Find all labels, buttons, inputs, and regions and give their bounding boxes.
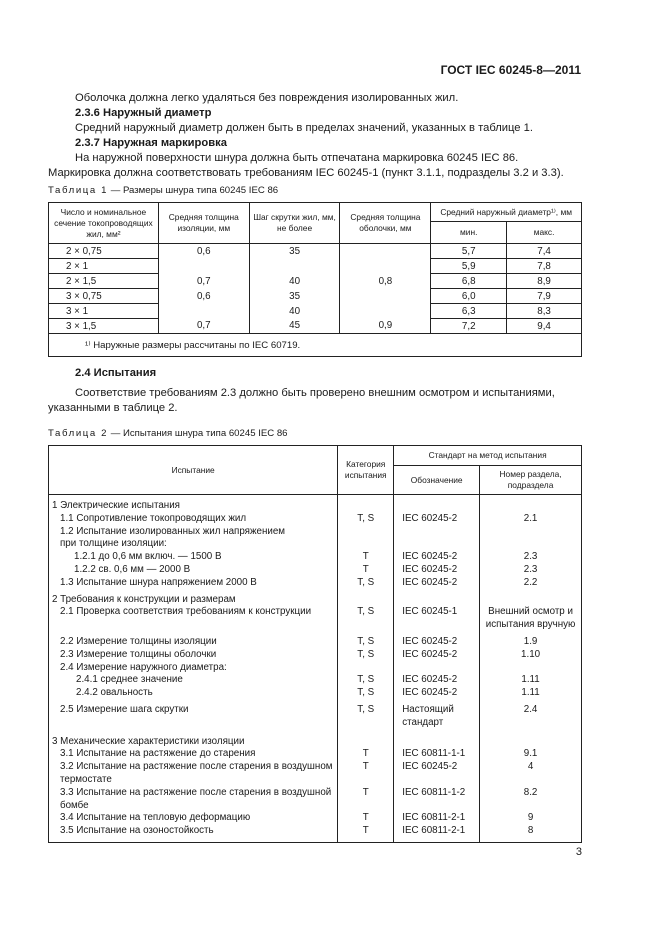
t1-row — [49, 289, 582, 304]
test-cell: 3.5 Испытание на озоностойкость — [49, 825, 338, 842]
table-row — [49, 700, 582, 730]
t1-insulation: 0,7 — [158, 274, 249, 289]
table-row — [49, 787, 582, 813]
designation-cell: IEC 60245-1 — [394, 606, 480, 632]
table2-caption — [48, 428, 288, 439]
table-row — [49, 662, 582, 675]
test-cell: 2.4 Измерение наружного диаметра: — [49, 662, 338, 675]
t1-header-size: Число и номинальное сечение токопроводящих жил, мм² — [49, 203, 159, 244]
designation-cell: IEC 60811-2-1 — [394, 825, 480, 842]
section-cell: 9 — [480, 812, 582, 825]
t1-row — [49, 319, 582, 334]
section-cell — [480, 590, 582, 607]
category-cell: T, S — [338, 687, 394, 700]
t1-lay: 35 — [249, 289, 340, 304]
designation-cell: IEC 60245-2 — [394, 649, 480, 662]
t1-lay: 40 — [249, 274, 340, 289]
designation-cell: IEC 60245-2 — [394, 551, 480, 564]
t1-min: 6,8 — [431, 274, 507, 289]
paragraph-sheath: Оболочка должна легко удаляться без повреждения изолированных жил. — [75, 92, 459, 104]
test-cell: 1 Электрические испытания — [49, 495, 338, 513]
category-cell: T, S — [338, 513, 394, 526]
t1-insulation — [158, 259, 249, 274]
table-row — [49, 577, 582, 590]
table-row — [49, 513, 582, 526]
category-cell — [338, 590, 394, 607]
section-cell: 2.4 — [480, 700, 582, 730]
test-cell: 3.3 Испытание на растяжение после старения в воздушной бомбе — [49, 787, 338, 813]
designation-cell — [394, 495, 480, 513]
test-cell: 2.3 Измерение толщины оболочки — [49, 649, 338, 662]
section-cell — [480, 526, 582, 539]
table-row — [49, 761, 582, 787]
test-cell: 1.3 Испытание шнура напряжением 2000 В — [49, 577, 338, 590]
section-cell — [480, 538, 582, 551]
category-cell: T, S — [338, 649, 394, 662]
section-cell — [480, 495, 582, 513]
category-cell: T — [338, 825, 394, 842]
heading-2-3-7: 2.3.7 Наружная маркировка — [75, 137, 227, 149]
table-tests — [48, 445, 582, 843]
t2-header-category: Категория испытания — [338, 446, 394, 495]
category-cell — [338, 538, 394, 551]
t1-min: 7,2 — [431, 319, 507, 334]
table-row — [49, 825, 582, 842]
t1-min: 6,3 — [431, 304, 507, 319]
t1-header-diameter: Средний наружный диаметр¹⁾, мм — [431, 203, 582, 222]
t1-lay: 45 — [249, 319, 340, 334]
section-cell — [480, 662, 582, 675]
category-cell — [338, 662, 394, 675]
table1-caption — [48, 185, 278, 196]
test-cell: 3 Механические характеристики изоляции — [49, 730, 338, 749]
category-cell: T — [338, 551, 394, 564]
test-cell: 2.5 Измерение шага скрутки — [49, 700, 338, 730]
t1-max: 7,9 — [507, 289, 582, 304]
category-cell: T, S — [338, 577, 394, 590]
t1-insulation: 0,7 — [158, 319, 249, 334]
t1-footnote: ¹⁾ Наружные размеры рассчитаны по IEC 60719. — [49, 334, 582, 357]
t1-max: 7,8 — [507, 259, 582, 274]
document-header: ГОСТ IEC 60245-8—2011 — [440, 63, 581, 77]
t1-lay: 35 — [249, 244, 340, 259]
designation-cell — [394, 538, 480, 551]
test-cell: 2.4.1 среднее значение — [49, 674, 338, 687]
table-row — [49, 812, 582, 825]
page-number: 3 — [575, 846, 582, 858]
designation-cell: IEC 60245-2 — [394, 687, 480, 700]
section-cell: 1.11 — [480, 674, 582, 687]
table-row — [49, 551, 582, 564]
test-cell: 3.4 Испытание на тепловую деформацию — [49, 812, 338, 825]
designation-cell: IEC 60811-1-1 — [394, 748, 480, 761]
table-row — [49, 495, 582, 513]
table2-caption-title: — Испытания шнура типа 60245 IEC 86 — [108, 428, 288, 439]
section-cell: 8.2 — [480, 787, 582, 813]
test-cell: 1.2 Испытание изолированных жил напряжением — [49, 526, 338, 539]
table-row — [49, 564, 582, 577]
section-cell: Внешний осмотр и испытания вручную — [480, 606, 582, 632]
designation-cell: IEC 60245-2 — [394, 632, 480, 649]
designation-cell — [394, 526, 480, 539]
t1-min: 6,0 — [431, 289, 507, 304]
table-row — [49, 606, 582, 632]
t1-header-insulation: Средняя толщина изоляции, мм — [158, 203, 249, 244]
t1-row — [49, 244, 582, 259]
t1-size: 3 × 1,5 — [49, 319, 159, 334]
t1-row — [49, 304, 582, 319]
category-cell: T — [338, 748, 394, 761]
designation-cell — [394, 590, 480, 607]
test-cell: при толщине изоляции: — [49, 538, 338, 551]
section-cell: 1.9 — [480, 632, 582, 649]
test-cell: 2.4.2 овальность — [49, 687, 338, 700]
table1-caption-prefix: Таблица 1 — [48, 185, 109, 196]
paragraph-tests: Соответствие требованиям 2.3 должно быть проверено внешним осмотром и испытаниями, указанными в таблице 2. — [48, 387, 555, 414]
section-cell: 2.3 — [480, 551, 582, 564]
t1-row — [49, 274, 582, 289]
section-cell: 8 — [480, 825, 582, 842]
category-cell: T, S — [338, 674, 394, 687]
table-row — [49, 632, 582, 649]
designation-cell — [394, 662, 480, 675]
test-cell: 3.2 Испытание на растяжение после старения в воздушном термостате — [49, 761, 338, 787]
t2-header-section: Номер раздела, подраздела — [480, 466, 582, 495]
t1-insulation: 0,6 — [158, 289, 249, 304]
t1-min: 5,9 — [431, 259, 507, 274]
t1-max: 7,4 — [507, 244, 582, 259]
designation-cell: IEC 60811-2-1 — [394, 812, 480, 825]
test-cell: 2.1 Проверка соответствия требованиям к конструкции — [49, 606, 338, 632]
t1-size: 2 × 1,5 — [49, 274, 159, 289]
table-row — [49, 730, 582, 749]
heading-2-4: 2.4 Испытания — [75, 367, 157, 379]
category-cell: T — [338, 564, 394, 577]
t1-size: 3 × 0,75 — [49, 289, 159, 304]
table-row — [49, 748, 582, 761]
section-cell: 2.2 — [480, 577, 582, 590]
section-cell: 2.1 — [480, 513, 582, 526]
heading-2-3-6: 2.3.6 Наружный диаметр — [75, 107, 212, 119]
table-row — [49, 526, 582, 539]
paragraph-marking-text: На наружной поверхности шнура должна быть отпечатана маркировка 60245 IEC 86. Маркировка должна соответствовать требованиям IEC 60245-1 (пункт 3.1.1, подразделы 3.2 и 3.3). — [48, 152, 564, 179]
t1-size: 3 × 1 — [49, 304, 159, 319]
t1-header-max: макс. — [507, 222, 582, 244]
test-cell: 2 Требования к конструкции и размерам — [49, 590, 338, 607]
t1-lay: 40 — [249, 304, 340, 319]
category-cell: T — [338, 812, 394, 825]
test-cell: 1.2.2 св. 0,6 мм — 2000 В — [49, 564, 338, 577]
test-cell: 3.1 Испытание на растяжение до старения — [49, 748, 338, 761]
designation-cell: IEC 60811-1-2 — [394, 787, 480, 813]
t1-max: 8,3 — [507, 304, 582, 319]
table-row — [49, 674, 582, 687]
t2-header-designation: Обозначение — [394, 466, 480, 495]
test-cell: 1.2.1 до 0,6 мм включ. — 1500 В — [49, 551, 338, 564]
category-cell: T, S — [338, 700, 394, 730]
t1-size: 2 × 0,75 — [49, 244, 159, 259]
t1-size: 2 × 1 — [49, 259, 159, 274]
category-cell — [338, 495, 394, 513]
test-cell: 2.2 Измерение толщины изоляции — [49, 632, 338, 649]
t1-sheath-main: 0,8 — [340, 244, 431, 319]
section-cell: 1.10 — [480, 649, 582, 662]
category-cell — [338, 526, 394, 539]
t1-max: 9,4 — [507, 319, 582, 334]
table-row — [49, 649, 582, 662]
paragraph-diameter: Средний наружный диаметр должен быть в пределах значений, указанных в таблице 1. — [75, 122, 533, 134]
t1-insulation — [158, 304, 249, 319]
t1-min: 5,7 — [431, 244, 507, 259]
category-cell: T — [338, 787, 394, 813]
t1-header-sheath: Средняя толщина оболочки, мм — [340, 203, 431, 244]
category-cell: T — [338, 761, 394, 787]
designation-cell — [394, 730, 480, 749]
t1-sheath-last: 0,9 — [340, 319, 431, 334]
t1-header-min: мин. — [431, 222, 507, 244]
designation-cell: Настоящий стандарт — [394, 700, 480, 730]
designation-cell: IEC 60245-2 — [394, 577, 480, 590]
test-cell: 1.1 Сопротивление токопроводящих жил — [49, 513, 338, 526]
category-cell: T, S — [338, 606, 394, 632]
section-cell — [480, 730, 582, 749]
section-cell: 4 — [480, 761, 582, 787]
table1-caption-title: — Размеры шнура типа 60245 IEC 86 — [108, 185, 279, 196]
designation-cell: IEC 60245-2 — [394, 564, 480, 577]
t2-header-standard: Стандарт на метод испытания — [394, 446, 582, 466]
section-cell: 2.3 — [480, 564, 582, 577]
t1-insulation: 0,6 — [158, 244, 249, 259]
section-cell: 9.1 — [480, 748, 582, 761]
category-cell — [338, 730, 394, 749]
table-row — [49, 538, 582, 551]
t1-header-lay: Шаг скрутки жил, мм, не более — [249, 203, 340, 244]
table2-caption-prefix: Таблица 2 — [48, 428, 109, 439]
table-row — [49, 590, 582, 607]
t2-header-test: Испытание — [49, 446, 338, 495]
t1-lay — [249, 259, 340, 274]
section-cell: 1.11 — [480, 687, 582, 700]
designation-cell: IEC 60245-2 — [394, 761, 480, 787]
table-row — [49, 687, 582, 700]
designation-cell: IEC 60245-2 — [394, 674, 480, 687]
designation-cell: IEC 60245-2 — [394, 513, 480, 526]
category-cell: T, S — [338, 632, 394, 649]
paragraph-marking — [48, 142, 580, 181]
table-dimensions — [48, 202, 582, 357]
t1-row — [49, 259, 582, 274]
t1-max: 8,9 — [507, 274, 582, 289]
